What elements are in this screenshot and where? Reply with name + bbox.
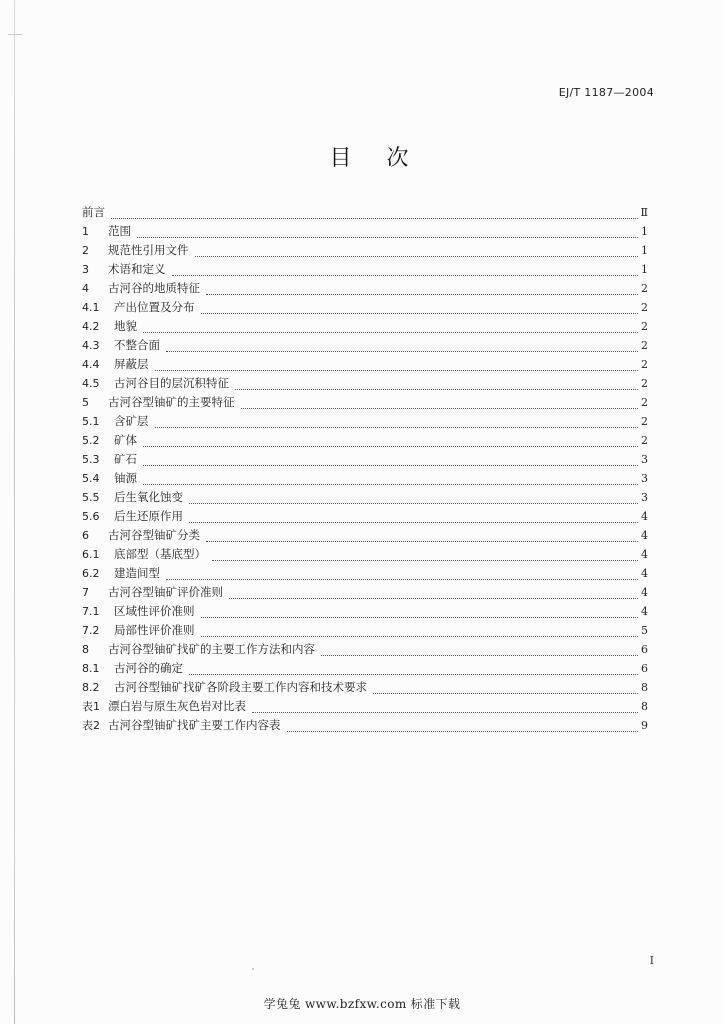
toc-entry[interactable]: [82, 450, 648, 469]
toc-entry-label: 后生氧化蚀变: [114, 490, 183, 504]
toc-entry[interactable]: [82, 697, 648, 716]
toc-entry[interactable]: [82, 260, 648, 279]
toc-title: 目 次: [329, 146, 423, 171]
toc-entry-page: 1: [641, 225, 648, 238]
toc-entry[interactable]: [82, 336, 648, 355]
toc-entry-number: 5.4: [82, 472, 100, 485]
toc-dot-leader: [172, 275, 639, 276]
toc-entry-number: 4.2: [82, 320, 100, 333]
toc-entry-page: 8: [641, 700, 648, 713]
toc-entry-number: 表2: [82, 719, 100, 732]
toc-entry[interactable]: [82, 469, 648, 488]
toc-dot-leader: [143, 465, 638, 466]
toc-entry-label: 漂白岩与原生灰色岩对比表: [108, 699, 246, 713]
toc-entry[interactable]: [82, 279, 648, 298]
toc-entry[interactable]: [82, 716, 648, 735]
toc-dot-leader: [143, 446, 638, 447]
toc-entry-page: 6: [641, 643, 648, 656]
toc-entry-label: 规范性引用文件: [108, 243, 189, 257]
footer-watermark-text: 学兔兔 www.bzfxw.com 标准下载: [263, 997, 461, 1011]
toc-entry[interactable]: [82, 317, 648, 336]
toc-entry-number: 4.3: [82, 339, 100, 352]
toc-entry-number: 2: [82, 244, 89, 257]
toc-entry[interactable]: [82, 298, 648, 317]
toc-entry-number: 7.1: [82, 605, 100, 618]
toc-entry-number: 5.5: [82, 491, 100, 504]
toc-dot-leader: [212, 560, 638, 561]
toc-entry-page: Ⅱ: [640, 206, 648, 219]
toc-entry-number: 6.2: [82, 567, 100, 580]
toc-dot-leader: [235, 389, 638, 390]
toc-entry-label: 古河谷型铀矿找矿各阶段主要工作内容和技术要求: [114, 680, 367, 694]
toc-entry-page: 2: [641, 301, 648, 314]
toc-dot-leader: [252, 712, 638, 713]
toc-dot-leader: [166, 351, 638, 352]
toc-dot-leader: [201, 313, 639, 314]
toc-entry-label: 铀源: [114, 471, 137, 485]
toc-dot-leader: [201, 636, 639, 637]
toc-dot-leader: [229, 598, 638, 599]
toc-dot-leader: [143, 484, 638, 485]
toc-entry-label: 前言: [82, 205, 105, 219]
toc-entry-page: 2: [641, 415, 648, 428]
toc-dot-leader: [206, 294, 638, 295]
toc-entry-page: 4: [641, 605, 648, 618]
toc-entry-page: 4: [641, 567, 648, 580]
toc-entry[interactable]: [82, 583, 648, 602]
toc-entry-label: 屏蔽层: [114, 357, 149, 371]
toc-entry-number: 1: [82, 225, 89, 238]
page-number-roman: I: [649, 954, 654, 967]
toc-entry-number: 5: [82, 396, 89, 409]
toc-dot-leader: [373, 693, 638, 694]
toc-entry-label: 矿体: [114, 433, 137, 447]
toc-dot-leader: [137, 237, 638, 238]
toc-entry-page: 3: [641, 491, 648, 504]
toc-entry-page: 9: [641, 719, 648, 732]
toc-entry-label: 古河谷型铀矿分类: [108, 528, 200, 542]
toc-entry-number: 4.5: [82, 377, 100, 390]
toc-dot-leader: [201, 617, 639, 618]
toc-entry-label: 古河谷型铀矿找矿主要工作内容表: [108, 718, 281, 732]
toc-entry-label: 不整合面: [114, 338, 160, 352]
table-of-contents: [82, 203, 648, 735]
toc-entry-page: 4: [641, 510, 648, 523]
toc-entry-label: 含矿层: [114, 414, 149, 428]
toc-entry-page: 5: [641, 624, 648, 637]
toc-entry-label: 古河谷型铀矿的主要特征: [108, 395, 235, 409]
toc-dot-leader: [166, 579, 638, 580]
toc-entry-label: 区域性评价准则: [114, 604, 195, 618]
toc-dot-leader: [241, 408, 639, 409]
toc-entry-label: 矿石: [114, 452, 137, 466]
toc-entry[interactable]: [82, 412, 648, 431]
toc-entry-page: 4: [641, 548, 648, 561]
toc-entry-label: 局部性评价准则: [114, 623, 195, 637]
toc-entry-number: 5.6: [82, 510, 100, 523]
toc-dot-leader: [321, 655, 638, 656]
toc-entry-label: 后生还原作用: [114, 509, 183, 523]
toc-dot-leader: [155, 427, 639, 428]
toc-dot-leader: [143, 332, 638, 333]
toc-dot-leader: [206, 541, 638, 542]
toc-entry[interactable]: [82, 431, 648, 450]
toc-entry-label: 建造间型: [114, 566, 160, 580]
toc-entry-number: 7.2: [82, 624, 100, 637]
toc-entry-page: 2: [641, 339, 648, 352]
toc-entry-number: 6: [82, 529, 89, 542]
toc-entry-label: 古河谷的确定: [114, 661, 183, 675]
toc-entry-number: 6.1: [82, 548, 100, 561]
toc-entry-label: 范围: [108, 224, 131, 238]
toc-entry-page: 2: [641, 434, 648, 447]
toc-entry-number: 8.2: [82, 681, 100, 694]
toc-entry[interactable]: [82, 374, 648, 393]
toc-entry-number: 4.4: [82, 358, 100, 371]
toc-entry[interactable]: [82, 355, 648, 374]
toc-entry-label: 古河谷目的层沉积特征: [114, 376, 229, 390]
toc-dot-leader: [189, 503, 638, 504]
toc-entry-page: 2: [641, 377, 648, 390]
toc-entry[interactable]: [82, 488, 648, 507]
toc-entry-page: 1: [641, 244, 648, 257]
toc-dot-leader: [189, 674, 638, 675]
toc-entry-number: 3: [82, 263, 89, 276]
toc-entry-number: 5.3: [82, 453, 100, 466]
toc-entry[interactable]: [82, 564, 648, 583]
toc-entry[interactable]: [82, 659, 648, 678]
toc-entry-number: 表1: [82, 700, 100, 713]
toc-entry-label: 古河谷的地质特征: [108, 281, 200, 295]
toc-entry-page: 3: [641, 472, 648, 485]
toc-entry[interactable]: [82, 222, 648, 241]
toc-entry[interactable]: [82, 241, 648, 260]
toc-entry[interactable]: [82, 526, 648, 545]
toc-entry-page: 4: [641, 586, 648, 599]
toc-entry[interactable]: [82, 621, 648, 640]
toc-dot-leader: [287, 731, 639, 732]
toc-entry[interactable]: [82, 203, 648, 222]
toc-entry-page: 8: [641, 681, 648, 694]
toc-entry-label: 地貌: [114, 319, 137, 333]
toc-entry-page: 2: [641, 358, 648, 371]
toc-entry-number: 4: [82, 282, 89, 295]
toc-entry[interactable]: [82, 678, 648, 697]
toc-entry[interactable]: [82, 640, 648, 659]
scan-speck: [252, 968, 254, 970]
toc-entry-label: 古河谷型铀矿评价准则: [108, 585, 223, 599]
toc-dot-leader: [155, 370, 639, 371]
toc-dot-leader: [195, 256, 639, 257]
toc-entry-label: 产出位置及分布: [114, 300, 195, 314]
scan-edge-mark: [8, 34, 22, 35]
toc-entry-page: 2: [641, 396, 648, 409]
toc-entry-page: 1: [641, 263, 648, 276]
toc-entry[interactable]: [82, 507, 648, 526]
toc-entry-label: 古河谷型铀矿找矿的主要工作方法和内容: [108, 642, 315, 656]
toc-entry-page: 2: [641, 282, 648, 295]
toc-entry-page: 2: [641, 320, 648, 333]
toc-dot-leader: [189, 522, 638, 523]
toc-entry-label: 术语和定义: [108, 262, 166, 276]
toc-entry-page: 4: [641, 529, 648, 542]
toc-entry-number: 4.1: [82, 301, 100, 314]
toc-dot-leader: [111, 218, 638, 219]
toc-entry-number: 8.1: [82, 662, 100, 675]
toc-entry-number: 7: [82, 586, 89, 599]
standard-code: EJ/T 1187—2004: [558, 86, 654, 99]
toc-entry[interactable]: [82, 602, 648, 621]
toc-entry-page: 6: [641, 662, 648, 675]
toc-entry[interactable]: [82, 393, 648, 412]
toc-entry-label: 底部型（基底型）: [114, 547, 206, 561]
toc-entry-number: 5.1: [82, 415, 100, 428]
toc-entry-number: 8: [82, 643, 89, 656]
toc-entry[interactable]: [82, 545, 648, 564]
toc-entry-number: 5.2: [82, 434, 100, 447]
toc-entry-page: 3: [641, 453, 648, 466]
